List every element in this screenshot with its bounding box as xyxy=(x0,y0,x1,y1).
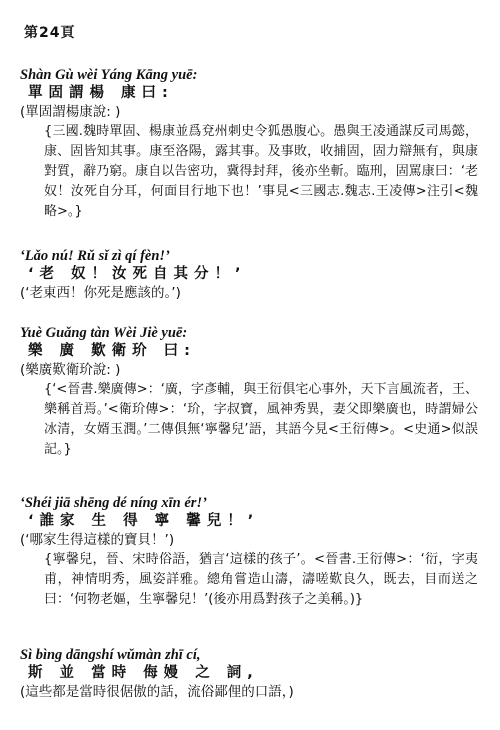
pinyin-line: ‘Shéi jiā shēng dé níng xīn ér!’ xyxy=(20,495,207,511)
gloss-line: (這些都是當時很倨傲的話，流俗鄙俚的口語，) xyxy=(20,684,294,700)
chinese-line: 樂 廣 歎衛玠 曰: xyxy=(28,343,196,359)
annotation-note: {三國.魏時單固、楊康並爲兗州刺史令狐愚腹心。愚與王凌通謀反司馬懿，康、固皆知其事。康至洛陽，露其事。及事敗，收捕固，固力辯無有，與康對質，辭乃窮。康自以告密功，冀得封拜，後亦坐斬。臨刑，固罵康曰：‘老奴！汝死自分耳，何面目行地下也！’事見<三國志.魏志.王凌傳>注引<魏略>。} xyxy=(44,124,478,219)
annotation-note: {寧馨兒，晉、宋時俗語，猶言‘這樣的孩子’。<晉書.王衍傳>：‘衍，字夷甫，神情明秀，風姿詳雅。總角嘗造山濤，濤嗟歎良久，既去，目而送之曰：‘何物老嫗，生寧馨兒！’(後亦用爲對孩子之美稱。)} xyxy=(44,552,478,607)
chinese-line: ‘誰家 生 得 寧 馨兒！’ xyxy=(28,513,260,529)
gloss-line: (‘哪家生得這樣的寶貝！’) xyxy=(20,532,175,548)
pinyin-line: Yuè Guǎng tàn Wèi Jiè yuē: xyxy=(20,325,188,341)
chinese-line: 單固謂楊 康曰: xyxy=(28,85,174,101)
entry-shan-gu xyxy=(20,66,482,222)
gloss-line: (樂廣歎衛玠說: ) xyxy=(20,362,121,378)
annotation-note: {‘<晉書.樂廣傳>：‘廣，字彥輔，與王衍俱宅心事外，天下言風流者，王、樂稱首焉。’<衛玠傳>：‘玠，字叔寶，風神秀異，妻父即樂廣也，時謂婦公冰清，女婿玉潤。’二傳俱無‘寧馨兒’語，其語今見<王衍傳>。<史通>似誤記。} xyxy=(44,382,478,457)
entry-yue-guang xyxy=(20,324,482,460)
page-number: 第24頁 xyxy=(24,25,76,41)
pinyin-line: Shàn Gù wèi Yáng Kāng yuē: xyxy=(20,67,198,83)
entry-shei-jia xyxy=(20,494,482,610)
pinyin-line: ‘Lǎo nú! Rǔ sǐ zì qí fèn!’ xyxy=(20,248,170,264)
entry-si-bing xyxy=(20,646,482,702)
gloss-line: (單固謂楊康說: ) xyxy=(20,104,121,120)
chinese-line: ‘老 奴！汝死自其分！’ xyxy=(28,266,247,282)
pinyin-line: Sì bìng dāngshí wǔmàn zhī cí, xyxy=(20,647,201,663)
gloss-line: (‘老東西！你死是應該的。’) xyxy=(20,285,181,301)
entry-lao-nu xyxy=(20,247,482,303)
chinese-line: 斯 並 當時 侮嫚 之 詞, xyxy=(28,665,259,681)
